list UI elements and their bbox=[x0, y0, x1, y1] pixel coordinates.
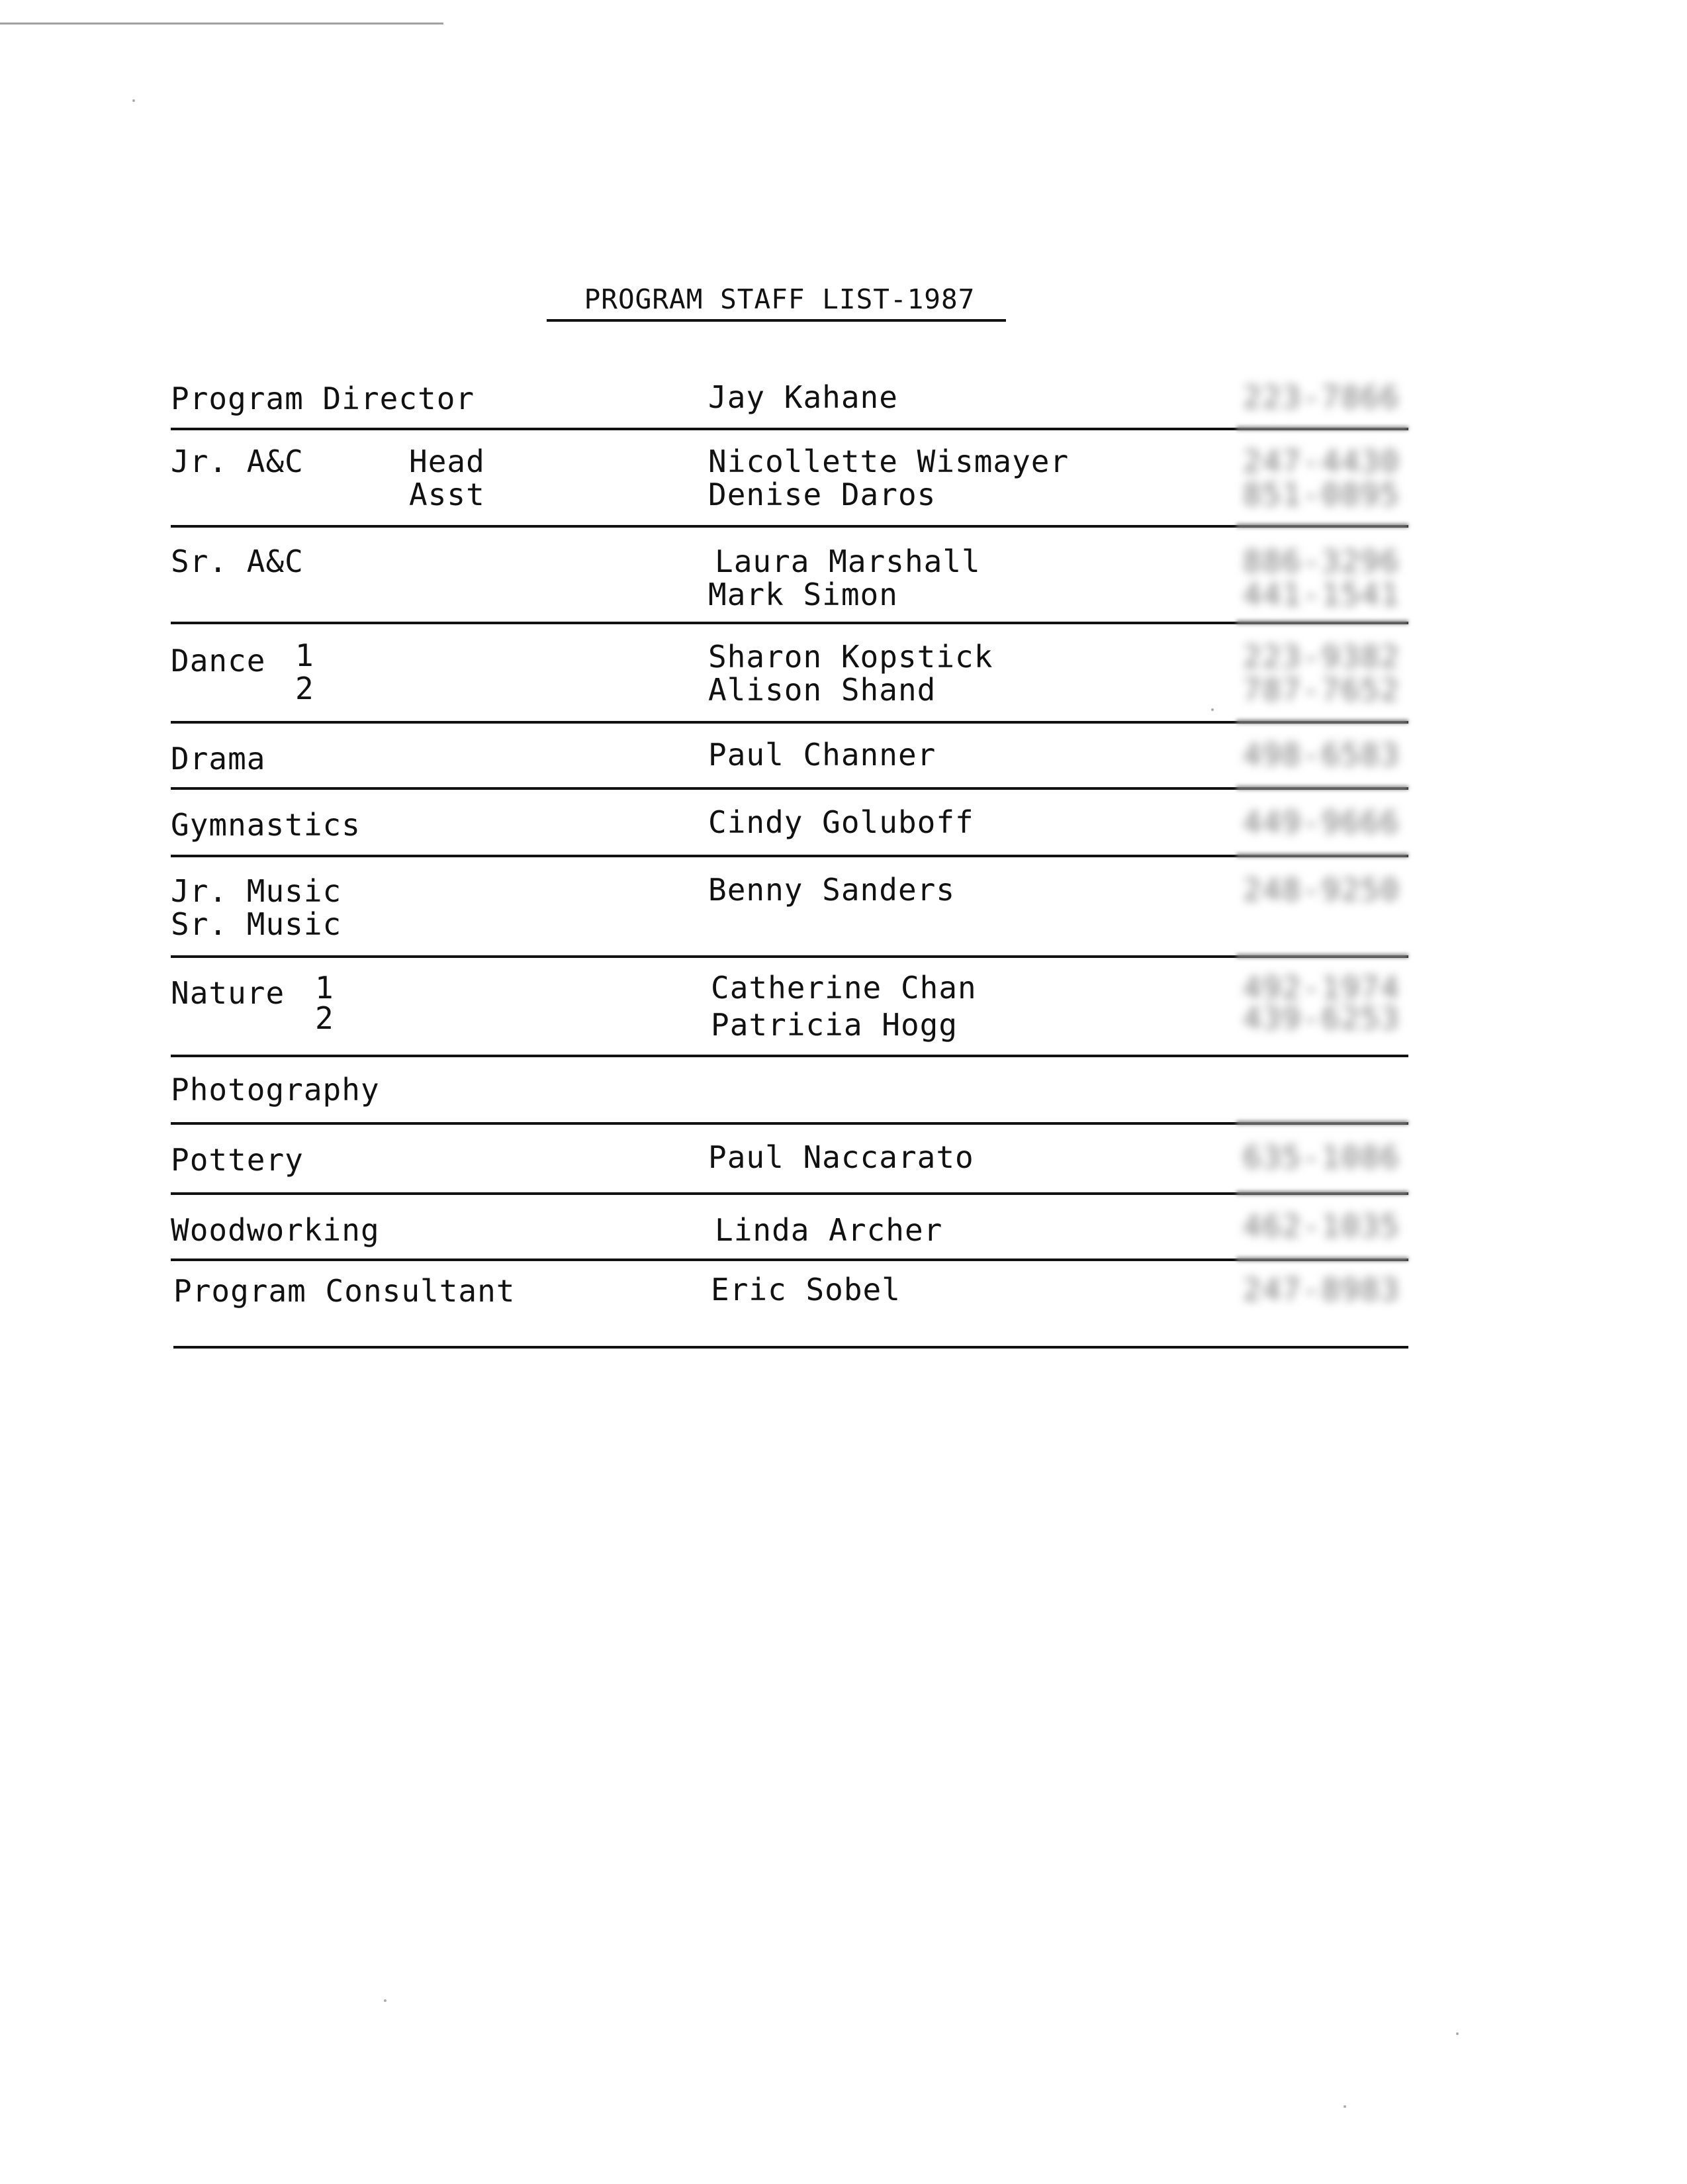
staff-name: Paul Channer bbox=[708, 737, 936, 773]
program-label: Sr. Music bbox=[171, 906, 342, 942]
staff-row bbox=[171, 533, 1408, 624]
staff-name: Mark Simon bbox=[708, 577, 898, 612]
program-label: Drama bbox=[171, 741, 266, 777]
staff-name: Eric Sobel bbox=[711, 1272, 901, 1307]
redaction-smudge bbox=[1236, 426, 1408, 430]
staff-name: Jay Kahane bbox=[708, 379, 898, 415]
row-divider bbox=[171, 787, 1408, 790]
scan-speck bbox=[384, 1999, 387, 2002]
staff-row bbox=[171, 374, 1408, 430]
program-label: Dance bbox=[171, 643, 266, 679]
staff-name: Paul Naccarato bbox=[708, 1139, 974, 1175]
redaction-smudge bbox=[1236, 620, 1408, 624]
program-label: Gymnastics bbox=[171, 807, 361, 843]
row-divider bbox=[171, 428, 1408, 430]
staff-name: Catherine Chan bbox=[711, 970, 977, 1006]
staff-name: Alison Shand bbox=[708, 672, 936, 708]
staff-name: Laura Marshall bbox=[715, 544, 981, 579]
redaction-smudge bbox=[1236, 853, 1408, 857]
staff-row bbox=[171, 1064, 1408, 1125]
staff-row bbox=[171, 1202, 1408, 1261]
title-underline bbox=[547, 319, 1006, 322]
scan-speck bbox=[1344, 2105, 1346, 2108]
row-divider bbox=[171, 1122, 1408, 1125]
phone-number-redacted: 635-1086 bbox=[1243, 1139, 1400, 1175]
program-label: Program Director bbox=[171, 381, 475, 416]
program-label: Jr. A&C bbox=[171, 444, 304, 479]
phone-number-redacted: 787-7652 bbox=[1243, 672, 1400, 708]
section-number: 1 bbox=[315, 970, 334, 1006]
staff-row bbox=[171, 1131, 1408, 1195]
program-label: Photography bbox=[171, 1072, 380, 1108]
scan-speck bbox=[1456, 2032, 1459, 2035]
phone-number-redacted: 223-7866 bbox=[1243, 379, 1400, 415]
staff-row bbox=[171, 730, 1408, 790]
phone-number-redacted: 492-1974 bbox=[1243, 970, 1400, 1006]
staff-name: Patricia Hogg bbox=[711, 1007, 958, 1043]
staff-row bbox=[171, 796, 1408, 857]
row-divider bbox=[171, 721, 1408, 724]
redaction-smudge bbox=[1236, 786, 1408, 790]
redaction-smudge bbox=[1236, 720, 1408, 724]
phone-number-redacted: 439-6253 bbox=[1243, 1000, 1400, 1036]
phone-number-redacted: 462-1035 bbox=[1243, 1208, 1400, 1244]
phone-number-redacted: 247-8983 bbox=[1243, 1272, 1400, 1307]
phone-number-redacted: 248-9250 bbox=[1243, 872, 1400, 908]
role-label: Asst bbox=[409, 477, 485, 512]
row-divider bbox=[171, 1192, 1408, 1195]
redaction-smudge bbox=[1236, 954, 1408, 958]
program-label: Jr. Music bbox=[171, 873, 342, 909]
phone-number-redacted: 449-9666 bbox=[1243, 804, 1400, 840]
phone-number-redacted: 247-4430 bbox=[1243, 444, 1400, 479]
staff-name: Linda Archer bbox=[715, 1212, 943, 1248]
phone-number-redacted: 886-3296 bbox=[1243, 544, 1400, 579]
row-divider bbox=[171, 525, 1408, 528]
scan-speck bbox=[132, 99, 135, 102]
row-divider bbox=[171, 955, 1408, 958]
role-label: Head bbox=[409, 444, 485, 479]
row-divider bbox=[171, 1055, 1408, 1057]
program-label: Pottery bbox=[171, 1142, 304, 1178]
staff-row bbox=[171, 864, 1408, 958]
page-title: PROGRAM STAFF LIST-1987 bbox=[584, 283, 976, 315]
program-label: Nature bbox=[171, 975, 285, 1011]
staff-name: Denise Daros bbox=[708, 477, 936, 512]
phone-number-redacted: 223-9382 bbox=[1243, 639, 1400, 675]
row-divider bbox=[171, 855, 1408, 857]
staff-row bbox=[171, 437, 1408, 528]
row-divider bbox=[173, 1346, 1408, 1349]
phone-number-redacted: 441-1541 bbox=[1243, 577, 1400, 612]
program-label: Program Consultant bbox=[173, 1273, 516, 1309]
row-divider bbox=[171, 1258, 1408, 1261]
staff-row bbox=[171, 965, 1408, 1057]
program-label: Sr. A&C bbox=[171, 544, 304, 579]
scan-artifact-line bbox=[0, 23, 443, 24]
staff-name: Benny Sanders bbox=[708, 872, 956, 908]
section-number: 1 bbox=[295, 638, 314, 673]
redaction-smudge bbox=[1236, 1257, 1408, 1261]
staff-name: Nicollette Wismayer bbox=[708, 444, 1070, 479]
phone-number-redacted: 498-6583 bbox=[1243, 737, 1400, 773]
staff-row bbox=[171, 1268, 1408, 1349]
redaction-smudge bbox=[1236, 524, 1408, 528]
program-label: Woodworking bbox=[171, 1212, 380, 1248]
section-number: 2 bbox=[315, 1000, 334, 1036]
redaction-smudge bbox=[1236, 1121, 1408, 1125]
section-number: 2 bbox=[295, 671, 314, 706]
redaction-smudge bbox=[1236, 1191, 1408, 1195]
row-divider bbox=[171, 622, 1408, 624]
phone-number-redacted: 851-0895 bbox=[1243, 477, 1400, 512]
staff-name: Sharon Kopstick bbox=[708, 639, 993, 675]
staff-name: Cindy Goluboff bbox=[708, 804, 974, 840]
staff-row bbox=[171, 631, 1408, 724]
